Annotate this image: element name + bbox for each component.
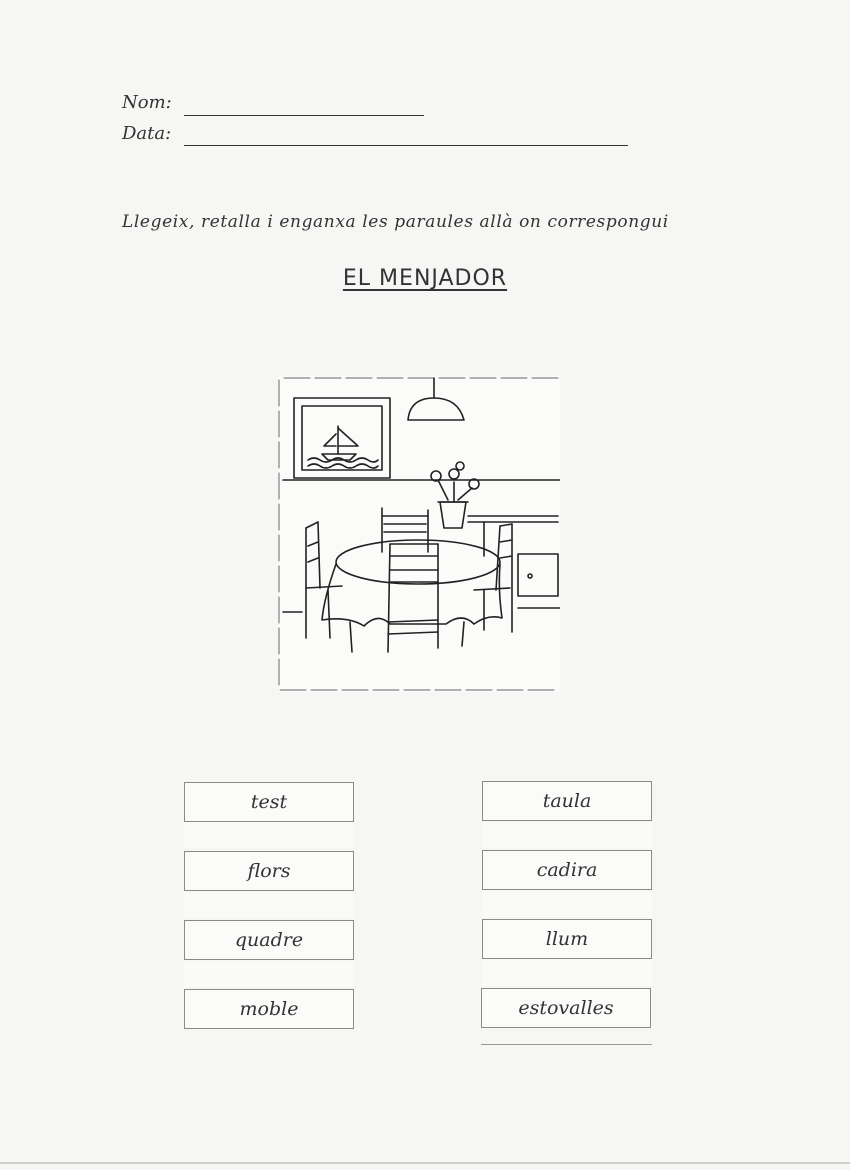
sailboat-icon	[308, 426, 378, 468]
chair-icon	[388, 544, 438, 652]
word-card-llum[interactable]: llum	[482, 919, 652, 959]
chair-icon	[382, 508, 428, 552]
cut-line	[481, 1044, 652, 1045]
paper-strip	[184, 961, 354, 987]
date-label: Data:	[122, 123, 172, 144]
chair-icon	[474, 524, 512, 632]
paper-strip	[482, 960, 652, 986]
word-card-test[interactable]: test	[184, 782, 354, 822]
sideboard-icon	[468, 516, 558, 596]
paper-strip	[184, 892, 354, 918]
instruction-text: Llegeix, retalla i enganxa les paraules allà on correspongui	[122, 212, 669, 232]
paper-strip	[184, 822, 354, 848]
dining-room-illustration	[278, 376, 560, 692]
page-edge	[0, 1162, 850, 1164]
name-field-line[interactable]	[184, 115, 424, 116]
word-card-cadira[interactable]: cadira	[482, 850, 652, 890]
cut-border	[279, 378, 560, 690]
chair-icon	[306, 522, 342, 638]
paper-strip	[482, 891, 652, 917]
paper-strip	[482, 822, 652, 848]
date-field-line[interactable]	[184, 145, 628, 146]
name-label: Nom:	[122, 92, 172, 113]
word-card-flors[interactable]: flors	[184, 851, 354, 891]
word-card-moble[interactable]: moble	[184, 989, 354, 1029]
word-card-taula[interactable]: taula	[482, 781, 652, 821]
ceiling-lamp-icon	[408, 378, 464, 420]
word-card-quadre[interactable]: quadre	[184, 920, 354, 960]
page-title-text: EL MENJADOR	[342, 266, 508, 291]
word-card-estovalles[interactable]: estovalles	[481, 988, 651, 1028]
page-title	[0, 266, 850, 291]
flower-pot-icon	[431, 462, 479, 528]
